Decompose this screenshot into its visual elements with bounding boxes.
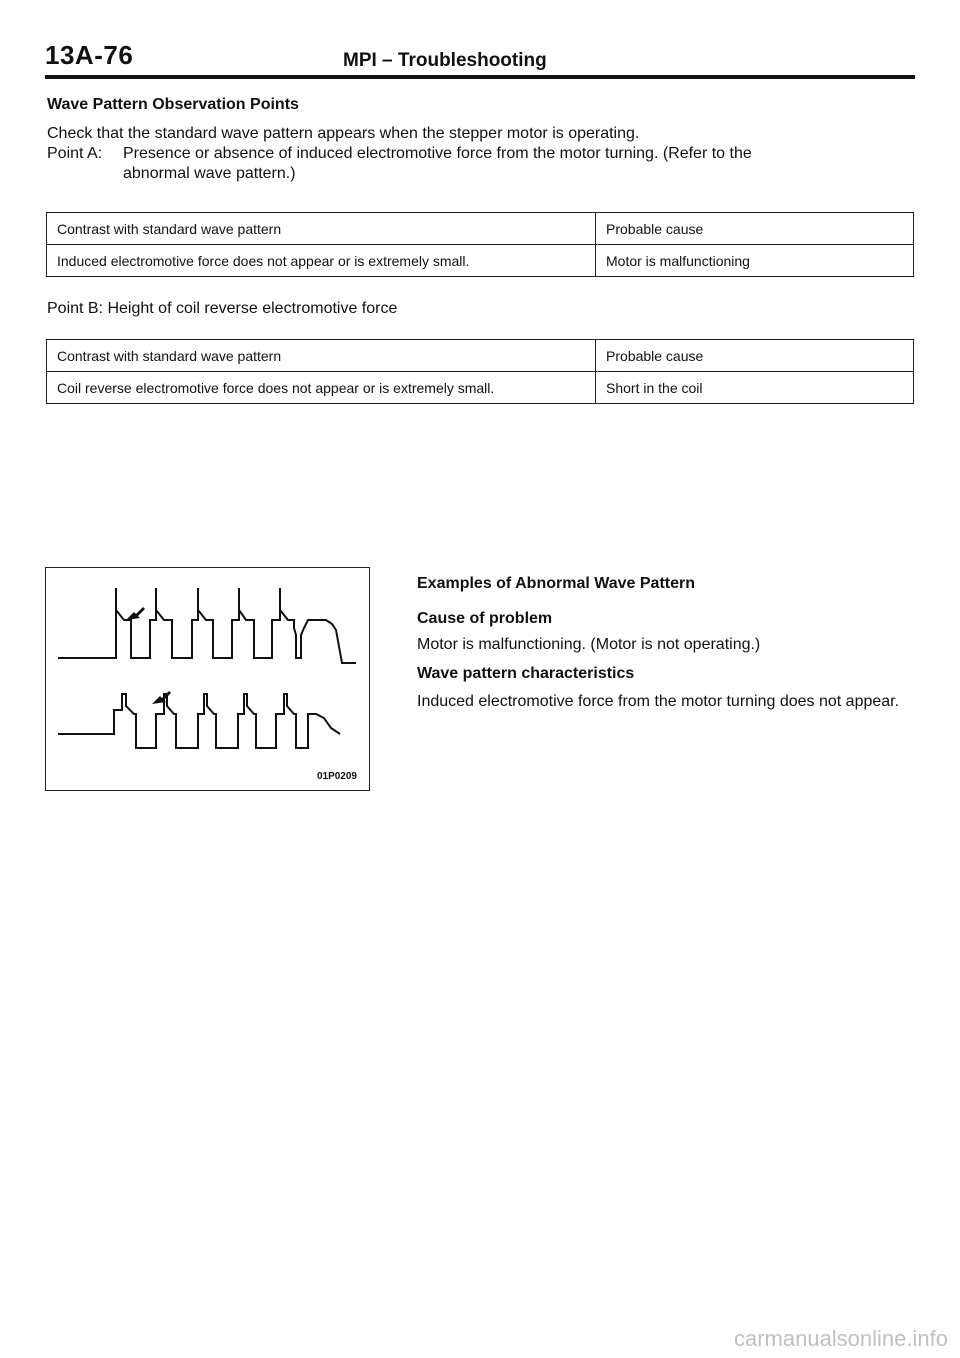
table-cell-contrast: Induced electromotive force does not appear or is extremely small. [47,245,596,277]
point-a-label: Point A: [47,145,103,162]
table-header-contrast: Contrast with standard wave pattern [47,213,596,245]
table-row [47,372,914,404]
watermark: carmanualsonline.info [733,1326,948,1351]
table-point-a [46,212,914,277]
examples-heading: Examples of Abnormal Wave Pattern [417,575,695,592]
characteristics-heading: Wave pattern characteristics [417,665,635,682]
table-header-cause: Probable cause [596,340,914,372]
page-header-title: MPI – Troubleshooting [343,50,547,71]
characteristics-text: Induced electromotive force from the motor turning does not appear. [417,693,900,710]
arrow-icon-top [126,607,145,620]
point-a-text: Presence or absence of induced electromotive force from the motor turning. (Refer to the [123,145,752,162]
table-header-cause: Probable cause [596,213,914,245]
table-cell-cause: Motor is malfunctioning [596,245,914,277]
cause-heading: Cause of problem [417,610,553,627]
table-row [47,245,914,277]
wave-pattern-diagram [46,568,368,789]
table-header-contrast: Contrast with standard wave pattern [47,340,596,372]
point-a-text-cont: abnormal wave pattern.) [123,165,296,182]
point-b-text: Point B: Height of coil reverse electromotive force [47,300,398,317]
intro-text: Check that the standard wave pattern appears when the stepper motor is operating. [47,125,640,142]
table-point-b [46,339,914,404]
header-rule [45,75,915,79]
table-row [47,340,914,372]
arrow-markers [126,607,171,704]
figure-code: 01P0209 [316,771,357,782]
examples-title [417,575,917,593]
table-row [47,213,914,245]
waveform-bottom [58,694,340,748]
cause-text: Motor is malfunctioning. (Motor is not operating.) [417,636,761,653]
page-number: 13A-76 [45,40,134,70]
table-cell-contrast: Coil reverse electromotive force does not appear or is extremely small. [47,372,596,404]
waveform-top [58,588,356,663]
section-title: Wave Pattern Observation Points [47,96,299,113]
table-cell-cause: Short in the coil [596,372,914,404]
arrow-icon-bottom [152,691,171,704]
wave-pattern-figure [45,567,370,791]
